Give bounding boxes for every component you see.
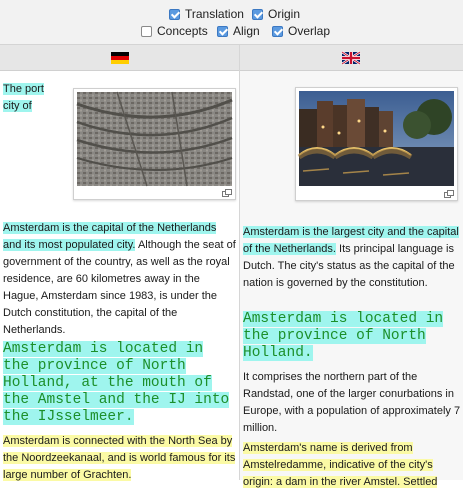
right-paragraph-2: It comprises the northern part of the Randstad, one of the larger conurbations in Europe, with a population of approximately 7 million. — [243, 371, 461, 434]
enlarge-icon[interactable] — [222, 189, 232, 197]
intro-text: The port city of — [3, 83, 44, 112]
translation-option[interactable] — [169, 7, 244, 21]
options-toolbar — [0, 0, 463, 45]
overlap-label: Overlap — [288, 24, 331, 38]
right-paragraph-1: Amsterdam is the largest city and the capital of the Netherlands. Its principal language is Dutch. The city's status as the capital of the nation is governed by the constitution. — [243, 226, 459, 289]
concepts-option[interactable] — [141, 24, 208, 38]
align-label: Align — [233, 24, 260, 38]
origin-column — [0, 71, 239, 480]
concepts-label: Concepts — [157, 24, 208, 38]
uk-flag-icon — [342, 52, 360, 64]
origin-label: Origin — [268, 7, 301, 21]
overlap-option[interactable] — [272, 24, 330, 38]
german-flag-icon — [111, 52, 129, 64]
amsterdam-aerial-photo — [77, 92, 232, 186]
left-paragraph-1: Amsterdam is the capital of the Netherlands and its most populated city. Although the seat of government of the country, as well as the royal residence, are 60 kilometres away in the Hague, Amsterdam since 1983, is under the Dutch constitution, the capital of the Netherlands. — [3, 222, 236, 336]
overlap-checkbox[interactable] — [272, 26, 283, 37]
origin-checkbox[interactable] — [252, 9, 263, 20]
right-mono-paragraph: Amsterdam is located in the province of North Holland. — [243, 311, 444, 361]
right-paragraph-3: Amsterdam's name is derived from Amstelredamme, indicative of the city's origin: a dam in the river Amstel. Settled — [243, 442, 438, 488]
left-paragraph-3: Amsterdam is connected with the North Sea by the Noordzeekanaal, and is world famous for its large number of Grachten. — [3, 435, 236, 481]
translation-label: Translation — [185, 7, 244, 21]
enlarge-icon[interactable] — [444, 190, 454, 198]
aerial-photo-frame — [73, 88, 236, 200]
translation-column — [240, 71, 463, 488]
origin-option[interactable] — [252, 7, 300, 21]
align-checkbox[interactable] — [217, 26, 228, 37]
left-mono-paragraph: Amsterdam is located in the province of North Holland, at the mouth of the Amstel and the IJ into the IJsselmeer. — [3, 341, 230, 425]
canal-photo-frame — [295, 87, 458, 201]
concepts-checkbox[interactable] — [141, 26, 152, 37]
translation-checkbox[interactable] — [169, 9, 180, 20]
amsterdam-canal-photo — [299, 91, 454, 186]
language-flag-bar — [0, 45, 463, 71]
align-option[interactable] — [217, 24, 260, 38]
